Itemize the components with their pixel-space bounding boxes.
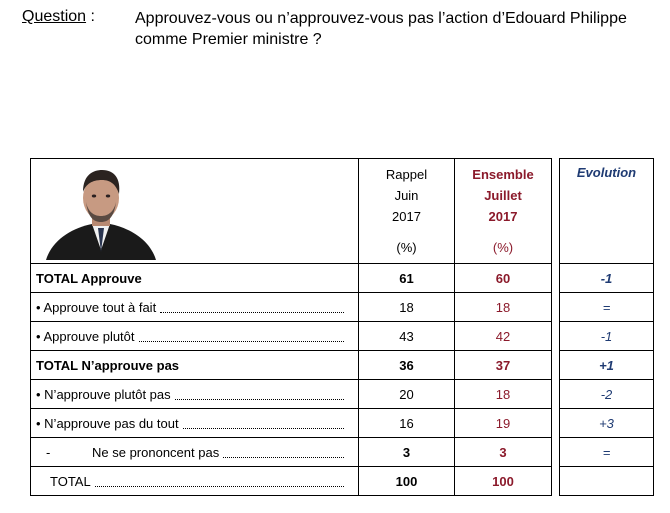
portrait-photo — [42, 162, 160, 260]
rappel-header-line-3: 2017 — [392, 209, 421, 224]
ensemble-value: 18 — [455, 293, 552, 322]
ensemble-header-line-3: 2017 — [488, 209, 518, 224]
table-row — [31, 467, 552, 496]
evolution-row — [560, 293, 654, 322]
table-row — [31, 380, 552, 409]
row-label-cell — [31, 351, 359, 380]
evolution-header-row — [560, 159, 654, 264]
evolution-row — [560, 264, 654, 293]
question-label-text: Question — [22, 8, 87, 25]
row-prefix: - — [46, 444, 51, 460]
ensemble-header — [455, 159, 552, 264]
evolution-value: +1 — [560, 351, 654, 380]
row-label-cell — [31, 409, 359, 438]
rappel-value: 36 — [359, 351, 455, 380]
rappel-value: 3 — [359, 438, 455, 467]
ensemble-value: 3 — [455, 438, 552, 467]
rappel-header-line-2: Juin — [394, 188, 419, 203]
dotted-leader — [183, 418, 344, 429]
evolution-value: +3 — [560, 409, 654, 438]
evolution-header — [560, 159, 654, 264]
evolution-table — [559, 158, 654, 496]
row-label-cell — [31, 467, 359, 496]
row-label-cell — [31, 293, 359, 322]
evolution-value: -1 — [560, 322, 654, 351]
table-row — [31, 293, 552, 322]
row-label: • Approuve tout à fait — [36, 299, 157, 315]
ensemble-value: 18 — [455, 380, 552, 409]
dotted-leader — [139, 331, 344, 342]
evolution-row — [560, 322, 654, 351]
table-row — [31, 351, 552, 380]
row-label: • N’approuve plutôt pas — [36, 386, 171, 402]
row-label: Ne se prononcent pas — [92, 444, 220, 460]
evolution-header-text: Evolution — [576, 165, 637, 180]
results-table — [30, 158, 552, 496]
row-label-cell — [31, 322, 359, 351]
evolution-row — [560, 409, 654, 438]
ensemble-value: 42 — [455, 322, 552, 351]
table-row — [31, 438, 552, 467]
ensemble-header-line-1: Ensemble — [472, 167, 534, 182]
evolution-value: = — [560, 438, 654, 467]
ensemble-value: 60 — [455, 264, 552, 293]
rappel-value: 20 — [359, 380, 455, 409]
evolution-row — [560, 438, 654, 467]
question-colon: : — [90, 8, 95, 25]
question-line-2: comme Premier ministre ? — [135, 31, 322, 48]
question-line-1: Approuvez-vous ou n’approuvez-vous pas l’action d’Edouard Philippe — [135, 10, 627, 27]
rappel-value: 18 — [359, 293, 455, 322]
row-label: • N’approuve pas du tout — [36, 415, 179, 431]
rappel-value: 61 — [359, 264, 455, 293]
row-label: • Approuve plutôt — [36, 328, 135, 344]
evolution-value: -2 — [560, 380, 654, 409]
evolution-value — [560, 467, 654, 496]
portrait-cell — [31, 159, 359, 264]
evolution-row — [560, 351, 654, 380]
question-text — [135, 8, 670, 50]
rappel-value: 100 — [359, 467, 455, 496]
row-label-cell — [31, 438, 359, 467]
evolution-row — [560, 467, 654, 496]
rappel-header-line-1: Rappel — [385, 167, 428, 182]
ensemble-header-line-2: Juillet — [484, 188, 522, 203]
dotted-leader — [95, 476, 344, 487]
rappel-header-unit: (%) — [396, 240, 417, 255]
table-row — [31, 322, 552, 351]
row-label: TOTAL — [50, 473, 91, 489]
table-row — [31, 264, 552, 293]
evolution-value: -1 — [560, 264, 654, 293]
rappel-value: 16 — [359, 409, 455, 438]
ensemble-value: 19 — [455, 409, 552, 438]
dotted-leader — [175, 389, 344, 400]
row-label: TOTAL N’approuve pas — [36, 357, 180, 373]
ensemble-value: 37 — [455, 351, 552, 380]
row-label-cell — [31, 380, 359, 409]
evolution-value: = — [560, 293, 654, 322]
rappel-header — [359, 159, 455, 264]
dotted-leader — [223, 447, 344, 458]
row-label: TOTAL Approuve — [36, 270, 142, 286]
dotted-leader — [160, 302, 344, 313]
ensemble-header-unit: (%) — [492, 240, 514, 255]
evolution-row — [560, 380, 654, 409]
row-label-cell — [31, 264, 359, 293]
table-row — [31, 409, 552, 438]
rappel-value: 43 — [359, 322, 455, 351]
header-row — [31, 159, 552, 264]
ensemble-value: 100 — [455, 467, 552, 496]
question-label — [22, 8, 95, 26]
